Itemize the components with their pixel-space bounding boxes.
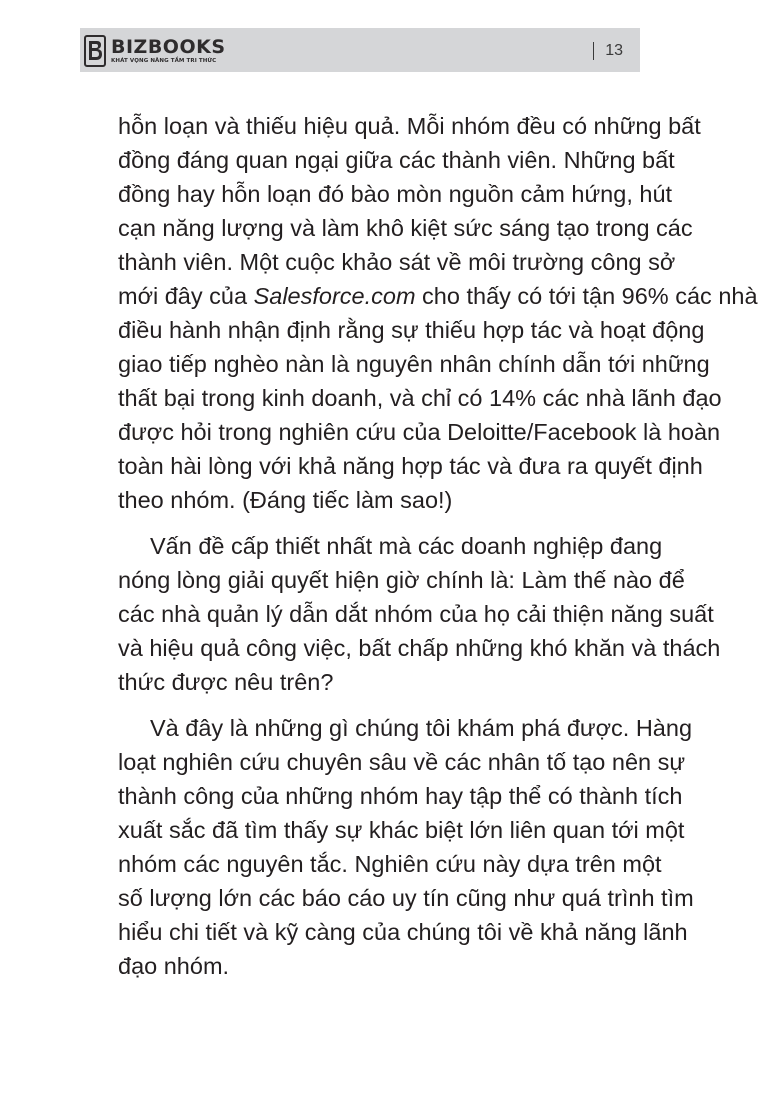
- text-line: thức được nêu trên?: [118, 669, 334, 695]
- text-line: thành công của những nhóm hay tập thể có thành tích: [118, 783, 683, 809]
- body-text: [118, 109, 758, 983]
- text-line: đồng hay hỗn loạn đó bào mòn nguồn cảm hứng, hút: [118, 181, 673, 207]
- text-line: số lượng lớn các báo cáo uy tín cũng như quá trình tìm: [118, 885, 694, 911]
- text-line: hiểu chi tiết và kỹ càng của chúng tôi về khả năng lãnh: [118, 919, 688, 945]
- text-segment: cho thấy có tới tận 96% các nhà: [415, 283, 758, 309]
- text-line: theo nhóm. (Đáng tiếc làm sao!): [118, 487, 453, 513]
- logo-tagline: KHÁT VỌNG NÂNG TẦM TRI THỨC: [111, 57, 217, 64]
- bizbooks-logo-icon: [84, 35, 106, 67]
- text-line: các nhà quản lý dẫn dắt nhóm của họ cải thiện năng suất: [118, 601, 714, 627]
- text-line: Vấn đề cấp thiết nhất mà các doanh nghiệp đang: [150, 533, 663, 559]
- text-line: và hiệu quả công việc, bất chấp những khó khăn và thách: [118, 635, 721, 661]
- page-number-divider: [593, 42, 594, 60]
- text-line: đồng đáng quan ngại giữa các thành viên. Những bất: [118, 147, 675, 173]
- text-line: cạn năng lượng và làm khô kiệt sức sáng tạo trong các: [118, 215, 693, 241]
- text-line: giao tiếp nghèo nàn là nguyên nhân chính dẫn tới những: [118, 351, 710, 377]
- text-line: loạt nghiên cứu chuyên sâu về các nhân tố tạo nên sự: [118, 749, 686, 775]
- text-line-with-italic: [118, 279, 758, 313]
- paragraph-2: [118, 529, 721, 699]
- italic-company-name: Salesforce.com: [253, 283, 416, 309]
- publisher-logo: [84, 33, 226, 69]
- text-line: thành viên. Một cuộc khảo sát về môi trường công sở: [118, 249, 676, 275]
- text-line: nhóm các nguyên tắc. Nghiên cứu này dựa trên một: [118, 851, 662, 877]
- text-line: toàn hài lòng với khả năng hợp tác và đưa ra quyết định: [118, 453, 703, 479]
- text-line: được hỏi trong nghiên cứu của Deloitte/Facebook là hoàn: [118, 419, 721, 445]
- text-line: xuất sắc đã tìm thấy sự khác biệt lớn liên quan tới một: [118, 817, 685, 843]
- text-line: hỗn loạn và thiếu hiệu quả. Mỗi nhóm đều có những bất: [118, 113, 701, 139]
- paragraph-3: [118, 711, 694, 983]
- page-number-area: [593, 40, 623, 62]
- text-segment: mới đây của: [118, 283, 254, 309]
- text-line: điều hành nhận định rằng sự thiếu hợp tác và hoạt động: [118, 317, 705, 343]
- text-line: Và đây là những gì chúng tôi khám phá được. Hàng: [150, 715, 693, 741]
- logo-wordmark: BIZBOOKS: [111, 35, 226, 58]
- text-line: nóng lòng giải quyết hiện giờ chính là: Làm thế nào để: [118, 567, 685, 593]
- paragraph-1: [118, 109, 758, 517]
- page-number: 13: [605, 42, 623, 59]
- text-line: đạo nhóm.: [118, 953, 230, 979]
- text-line: thất bại trong kinh doanh, và chỉ có 14% các nhà lãnh đạo: [118, 385, 722, 411]
